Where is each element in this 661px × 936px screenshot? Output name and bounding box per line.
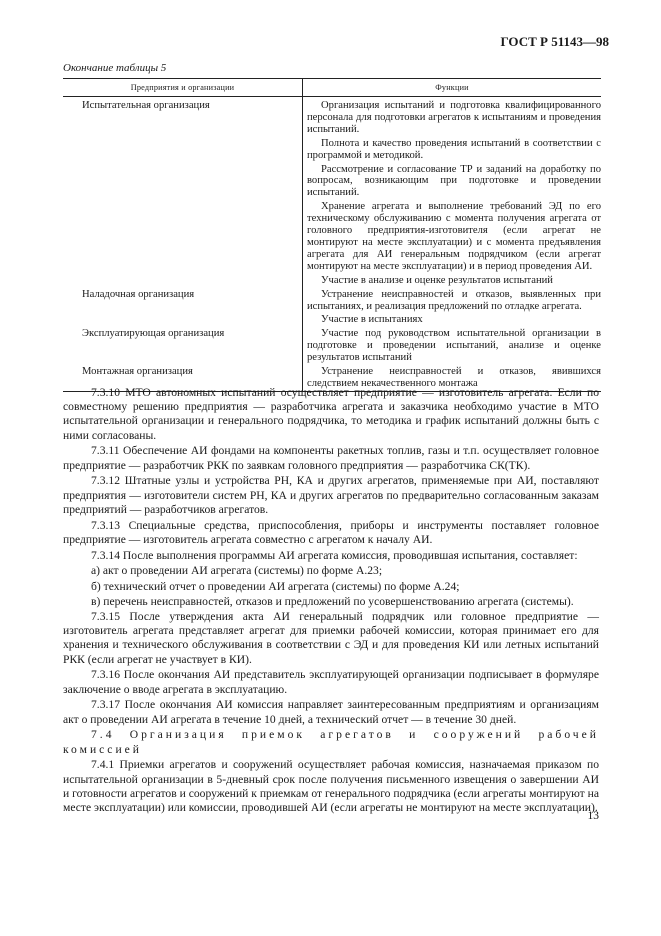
column-header-organizations: Предприятия и организации — [63, 79, 303, 97]
table-row — [63, 328, 601, 366]
paragraph-7-3-16: 7.3.16 После окончания АИ представитель эксплуатирующей организации подписывает в формуляре заключение о вводе агрегата в эксплуатацию. — [63, 668, 599, 696]
table-5 — [63, 78, 601, 392]
column-header-functions: Функции — [303, 79, 602, 97]
table-row — [63, 289, 601, 329]
function-text: Участие в анализе и оценке результатов испытаний — [321, 274, 553, 286]
list-item: б) технический отчет о проведении АИ агрегата (системы) по форме А.24; — [91, 579, 460, 593]
organization-cell: Монтажная организация — [63, 366, 303, 391]
organization-cell: Испытательная организация — [63, 97, 303, 289]
table-caption: Окончание таблицы 5 — [63, 62, 167, 74]
paragraph-7-3-10: 7.3.10 МТО автономных испытаний осуществляет предприятие — изготовитель агрегата. Если по совместному решению предприятия — разработчика агрегата и заказчика необходимо участие в МТО испытательной организации и генерального подрядчика, то методика и график испытаний должны быть с ними согласованы. — [63, 386, 599, 442]
standard-number: ГОСТ Р 51143—98 — [500, 34, 609, 49]
function-text: Рассмотрение и согласование ТР и заданий на доработку по вопросам, возникающим при подготовке и проведении испытаний. — [307, 163, 601, 199]
organization-cell: Эксплуатирующая организация — [63, 328, 303, 366]
paragraph-7-3-11: 7.3.11 Обеспечение АИ фондами на компоненты ракетных топлив, газы и т.п. осуществляет головное предприятие — разработчик РКК по заявкам головного предприятия — разработчика СК(ТК). — [63, 444, 599, 472]
function-text: Устранение неисправностей и отказов, явившихся следствием некачественного монтажа — [307, 366, 601, 389]
function-text: Устранение неисправностей и отказов, выявленных при испытаниях, и реализация предложений по отладке агрегата. — [307, 288, 601, 312]
function-text: Организация испытаний и подготовка квалифицированного персонала для подготовки агрегатов к испытаниям и проведения испытаний. — [307, 100, 601, 135]
paragraph-7-3-12: 7.3.12 Штатные узлы и устройства РН, КА и других агрегатов, применяемые при АИ, поставляют предприятия — изготовители систем РН, КА и других агрегатов по предварительно согласованным заказам предприятий — разработчиков агрегатов. — [63, 474, 599, 516]
paragraph-7-3-17: 7.3.17 После окончания АИ комиссия направляет заинтересованным предприятиям и организациям акт о проведении АИ агрегата в течение 10 дней, а технический отчет — в течение 30 дней. — [63, 698, 599, 726]
paragraph-7-4-1: 7.4.1 Приемки агрегатов и сооружений осуществляет рабочая комиссия, назначаемая приказом по испытательной организации в 5-дневный срок после получения письменного извещения о завершении АИ и готовности агрегатов и сооружений к приемкам от генерального подрядчика (если агрегаты монтируют на месте эксплуатации) или комиссии, проводившей АИ (если агрегаты не монтируют на месте эксплуатации). — [63, 758, 599, 815]
table-row — [63, 97, 601, 289]
list-item: в) перечень неисправностей, отказов и предложений по усовершенствованию агрегата (системы). — [91, 594, 574, 608]
function-text: Участие под руководством испытательной организации в подготовке и проведении испытаний, анализе и оценке результатов испытаний — [307, 328, 601, 364]
paragraph-7-3-13: 7.3.13 Специальные средства, приспособления, приборы и инструменты поставляет головное предприятие — изготовитель агрегата совместно с агрегатом к началу АИ. — [63, 518, 599, 546]
document-body — [63, 386, 599, 817]
list-item: а) акт о проведении АИ агрегата (системы) по форме А.23; — [91, 564, 383, 578]
paragraph-7-3-15: 7.3.15 После утверждения акта АИ генеральный подрядчик или головное предприятие — изготовитель агрегата представляет агрегат для приемки рабочей комиссии, которая принимает его для хранения и технического обслуживания в соответствии с ЭД и для проведения КИ или летных испытаний РКК (если агрегат не участвует в КИ). — [63, 610, 599, 666]
organization-cell: Наладочная организация — [63, 289, 303, 329]
function-text: Полнота и качество проведения испытаний в соответствии с программой и методикой. — [307, 137, 601, 161]
functions-cell — [303, 97, 602, 289]
function-text: Хранение агрегата и выполнение требований ЭД по его техническому обслуживанию с момента получения агрегата от головного предприятия-изготовителя (если агрегат не монтируют на месте эксплуатации) и с момента предъявления агрегата для АИ генеральным подрядчиком (если агрегат монтируют на месте эксплуатации) и в период проведения АИ. — [307, 201, 601, 272]
functions-cell — [303, 289, 602, 329]
paragraph-7-3-14: 7.3.14 После выполнения программы АИ агрегата комиссия, проводившая испытания, составляет: — [91, 548, 578, 562]
page-number: 13 — [587, 810, 599, 822]
functions-cell — [303, 328, 602, 366]
function-text: Участие в испытаниях — [321, 314, 423, 326]
section-heading-7-4: 7.4 Организация приемок агрегатов и сооружений рабочей комиссией — [63, 728, 599, 756]
